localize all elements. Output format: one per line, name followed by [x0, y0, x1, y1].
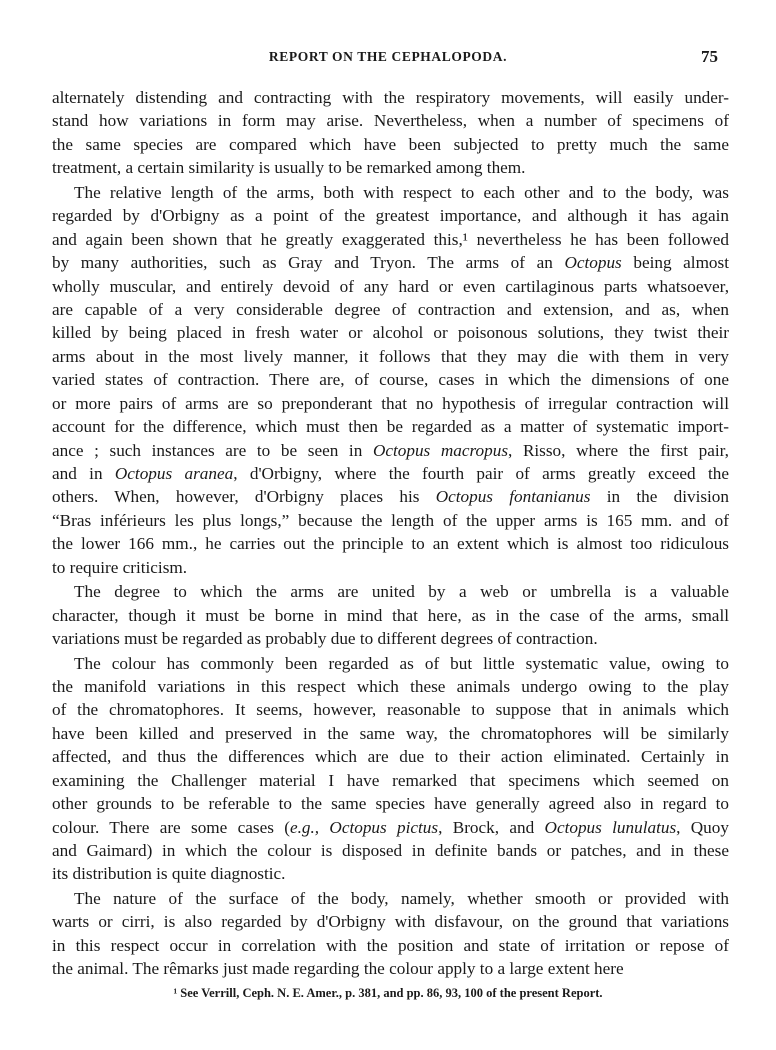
text-line	[52, 862, 729, 885]
text-line	[52, 698, 729, 721]
text-segment: to require criticism.	[52, 557, 188, 577]
text-segment: the animal. The rêmarks just made regarding the colour apply to a large extent here	[52, 959, 624, 979]
running-title: REPORT ON THE CEPHALOPODA.	[268, 49, 508, 64]
text-segment: affected, and thus the differences which are due to their action eliminated. Certainly in	[52, 747, 729, 767]
text-line	[52, 345, 729, 368]
text-segment: in this respect occur in correlation with the position and state of irritation or repose of	[52, 935, 729, 955]
page-header	[0, 47, 776, 67]
text-line	[52, 415, 729, 438]
paragraph	[52, 86, 729, 180]
text-segment: , Risso, where the first pair,	[508, 440, 729, 460]
text-segment: and again been shown that he greatly exaggerated this,¹ nevertheless he has been followed	[52, 229, 729, 249]
body-text	[52, 86, 729, 982]
text-segment: arms about in the most lively manner, it follows that they may die with them in very	[52, 346, 729, 366]
text-line	[52, 675, 729, 698]
text-line	[52, 204, 729, 227]
text-segment: its distribution is quite diagnostic.	[52, 864, 286, 884]
text-line	[52, 745, 729, 768]
text-line	[52, 298, 729, 321]
text-line	[52, 275, 729, 298]
text-segment: treatment, a certain similarity is usually to be remarked among them.	[52, 158, 526, 178]
text-segment: the same species are compared which have been subjected to pretty much the same	[52, 134, 729, 154]
text-segment: The relative length of the arms, both with respect to each other and to the body, was	[74, 182, 729, 202]
text-line	[52, 392, 729, 415]
italic-text: Octopus lunulatus	[544, 817, 677, 837]
text-line	[52, 887, 729, 910]
text-line	[52, 910, 729, 933]
text-line	[52, 604, 729, 627]
text-line	[52, 957, 729, 980]
text-segment: The degree to which the arms are united by a web or umbrella is a valuable	[74, 582, 729, 602]
text-segment: account for the difference, which must then be regarded as a matter of systematic import-	[52, 417, 729, 437]
text-line	[52, 251, 729, 274]
text-line	[52, 839, 729, 862]
text-line	[52, 792, 729, 815]
italic-text: e.g., Octopus pictus	[289, 817, 439, 837]
text-segment: and Gaimard) in which the colour is disposed in definite bands or patches, and in these	[52, 841, 729, 860]
text-line	[52, 532, 729, 555]
text-line	[52, 627, 729, 650]
text-segment: stand how variations in form may arise. Nevertheless, when a number of specimens of	[52, 111, 729, 131]
text-segment: variations must be regarded as probably due to different degrees of contraction.	[52, 629, 598, 649]
text-segment: warts or cirri, is also regarded by d'Orbigny with disfavour, on the ground that variations	[52, 912, 729, 932]
text-segment: alternately distending and contracting with the respiratory movements, will easily under-	[52, 88, 729, 107]
text-line	[52, 769, 729, 792]
paragraph	[52, 887, 729, 981]
text-line	[52, 133, 729, 156]
text-line	[52, 722, 729, 745]
text-line	[52, 556, 729, 579]
text-segment: examining the Challenger material I have remarked that specimens which seemed on	[52, 770, 729, 790]
text-line	[52, 156, 729, 179]
text-line	[52, 86, 729, 109]
text-segment: others. When, however, d'Orbigny places his	[52, 487, 436, 507]
text-segment: being almost	[621, 253, 729, 273]
text-segment: or more pairs of arms are so preponderant that no hypothesis of irregular contraction will	[52, 393, 729, 413]
text-segment: The nature of the surface of the body, namely, whether smooth or provided with	[74, 888, 729, 908]
paragraph	[52, 580, 729, 650]
italic-text: Octopus fontanianus	[435, 487, 591, 507]
italic-text: Octopus aranea	[114, 464, 234, 483]
text-segment: of the chromatophores. It seems, however, reasonable to suppose that in animals which	[52, 700, 729, 720]
text-segment: ance ; such instances are to be seen in	[52, 440, 373, 460]
text-line	[52, 652, 729, 675]
page-number: 75	[701, 47, 718, 66]
paragraph	[52, 652, 729, 886]
text-segment: colour. There are some cases (	[52, 817, 290, 837]
text-line	[52, 485, 729, 508]
text-segment: have been killed and preserved in the same way, the chromatophores will be similarly	[52, 723, 729, 743]
text-segment: , Brock, and	[438, 817, 545, 837]
text-line	[52, 580, 729, 603]
text-segment: and in	[52, 464, 115, 483]
italic-text: Octopus	[564, 253, 622, 273]
text-segment: are capable of a very considerable degree of contraction and extension, and as, when	[52, 299, 729, 319]
text-line	[52, 109, 729, 132]
text-segment: “Bras inférieurs les plus longs,” because the length of the upper arms is 165 mm. and of	[52, 510, 729, 530]
text-segment: wholly muscular, and entirely devoid of any hard or even cartilaginous parts whatsoever,	[52, 276, 729, 296]
text-segment: in the division	[590, 487, 729, 507]
text-segment: , Quoy	[676, 817, 729, 837]
text-line	[52, 368, 729, 391]
text-segment: varied states of contraction. There are, of course, cases in which the dimensions of one	[52, 370, 729, 390]
text-line	[52, 816, 729, 839]
footnote: ¹ See Verrill, Ceph. N. E. Amer., p. 381, and pp. 86, 93, 100 of the present Report.	[173, 986, 603, 1000]
text-segment: character, though it must be borne in mind that here, as in the case of the arms, small	[52, 605, 729, 625]
text-segment: regarded by d'Orbigny as a point of the greatest importance, and although it has again	[52, 206, 729, 226]
text-line	[52, 462, 729, 485]
text-line	[52, 181, 729, 204]
text-line	[52, 228, 729, 251]
text-line	[52, 934, 729, 957]
text-line	[52, 321, 729, 344]
text-segment: other grounds to be referable to the same species have generally agreed also in regard to	[52, 794, 729, 814]
text-segment: killed by being placed in fresh water or alcohol or poisonous solutions, they twist their	[52, 323, 729, 343]
paragraph	[52, 181, 729, 579]
italic-text: Octopus macropus	[372, 440, 509, 460]
text-segment: the manifold variations in this respect which these animals undergo owing to the play	[52, 676, 729, 696]
text-segment: the lower 166 mm., he carries out the principle to an extent which is almost too ridiculous	[52, 534, 729, 554]
text-segment: , d'Orbigny, where the fourth pair of arms greatly exceed the	[233, 464, 730, 483]
text-segment: by many authorities, such as Gray and Tryon. The arms of an	[52, 253, 565, 273]
text-segment: The colour has commonly been regarded as of but little systematic value, owing to	[74, 653, 729, 673]
text-line	[52, 509, 729, 532]
text-line	[52, 439, 729, 462]
